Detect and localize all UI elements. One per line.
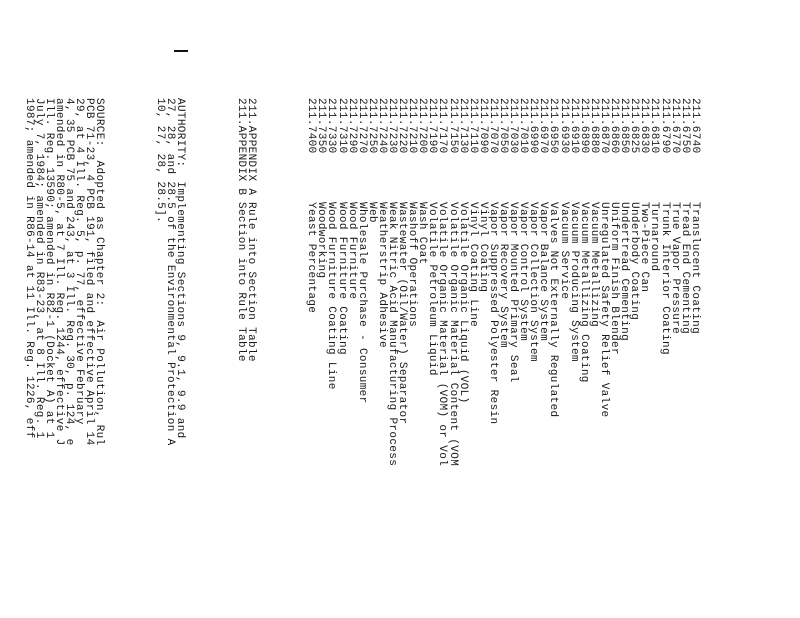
section-entry xyxy=(447,98,457,466)
section-entry xyxy=(599,98,609,466)
section-title: Vapor Recovery System xyxy=(497,202,510,348)
section-title: True Vapor Pressure xyxy=(668,202,681,335)
section-entry xyxy=(468,98,478,466)
section-title: Vacuum Service xyxy=(557,202,570,300)
section-number: 211.6970 xyxy=(537,98,550,154)
source-line: SOURCE: Adopted as Chapter 2: Air Pollution, Rul xyxy=(93,98,106,446)
source-line: 4, 35 PCB 75 and 243, at 3 Ill. Reg. 30, p. 124, e xyxy=(63,98,75,446)
section-number: 211.7070 xyxy=(486,98,499,154)
section-number: 211.7400 xyxy=(305,98,318,154)
section-title: Weak Nitric Acid Manufacturing Process xyxy=(386,202,398,467)
section-number: 211.7310 xyxy=(335,98,348,154)
section-entry xyxy=(347,98,357,466)
section-number: 211.7290 xyxy=(345,98,358,154)
section-title: Woodworking xyxy=(315,202,328,279)
section-entry xyxy=(518,98,528,466)
section-entry xyxy=(488,98,498,466)
section-title: Section into Rule Table xyxy=(234,202,247,362)
section-number: 211.6810 xyxy=(648,98,661,154)
margin-dash-mark xyxy=(174,50,188,52)
spacer xyxy=(276,98,286,466)
section-entry xyxy=(387,98,397,466)
section-title: Weatherstrip Adhesive xyxy=(375,202,388,348)
section-number: 211.6750 xyxy=(678,98,691,154)
section-title: Vapor Control System xyxy=(517,202,530,342)
section-number: 211.6790 xyxy=(658,98,671,154)
section-number: 211.7130 xyxy=(456,98,469,154)
section-number: 211.APPENDIX B xyxy=(234,98,247,196)
section-number: 211.6990 xyxy=(527,98,540,154)
section-number: 211.6890 xyxy=(577,98,590,154)
section-entry xyxy=(528,98,538,466)
section-title: Vinyl Coating xyxy=(476,202,489,293)
section-title: Undertread Cementing xyxy=(618,202,631,342)
source-note xyxy=(24,98,105,466)
section-number: 211.7220 xyxy=(396,98,409,154)
section-title: Volatile Organic Material Content (VOM xyxy=(446,202,459,467)
source-line: 29, at 4 Ill. Reg. 5, p. 77, effective February xyxy=(73,98,86,425)
section-entry xyxy=(397,98,407,466)
section-title: Volatile Organic Material (VOM) or Vol xyxy=(436,202,449,467)
section-title: Wood Furniture xyxy=(345,202,358,300)
spacer xyxy=(124,98,134,466)
authority-note xyxy=(155,98,185,466)
section-number: 211.7170 xyxy=(436,98,449,154)
section-title: Vacuum Metallizing Coating xyxy=(577,202,590,383)
section-title: Vacuum Metallizing xyxy=(587,202,600,328)
source-line: Ill. Reg. 13590; amended in R82-1 (Docket A) at 1 xyxy=(42,98,55,439)
section-title: Turnaround xyxy=(648,202,661,272)
section-number: 211.6740 xyxy=(688,98,701,154)
section-entry xyxy=(680,98,690,466)
authority-line: 27, 28, and 28.5 of the Environmental Protection A xyxy=(163,98,176,446)
section-number: 211.6930 xyxy=(557,98,570,154)
section-entry xyxy=(670,98,680,466)
section-list xyxy=(306,98,700,466)
section-title: Washoff Operations xyxy=(406,202,419,328)
section-number: 211.7090 xyxy=(476,98,489,154)
section-number: 211.7190 xyxy=(426,98,439,154)
section-number: 211.7200 xyxy=(416,98,429,154)
section-title: Wash Coat xyxy=(416,202,429,265)
section-title: Web xyxy=(365,202,378,223)
section-number: 211.6910 xyxy=(567,98,580,154)
section-entry xyxy=(548,98,558,466)
section-entry xyxy=(498,98,508,466)
appendix-list xyxy=(236,98,256,466)
section-entry xyxy=(437,98,447,466)
section-number: 211.7030 xyxy=(507,98,520,154)
section-number: 211.7330 xyxy=(325,98,338,154)
section-title: Vacuum Producing System xyxy=(567,202,580,362)
section-title: Volatile Petroleum Liquid xyxy=(426,202,439,376)
section-number: 211.7270 xyxy=(355,98,368,154)
section-title: Unregulated Safety Relief Valve xyxy=(597,202,610,418)
section-title: Vapor Suppressed Polyester Resin xyxy=(486,202,499,425)
section-number: 211.7050 xyxy=(497,98,510,154)
section-entry xyxy=(336,98,346,466)
section-number: 211.7110 xyxy=(466,98,479,154)
section-number: 211.7350 xyxy=(315,98,328,154)
section-number: 211.6830 xyxy=(638,98,651,154)
section-number: 211.7250 xyxy=(365,98,378,154)
section-entry xyxy=(357,98,367,466)
section-entry xyxy=(407,98,417,466)
section-entry xyxy=(659,98,669,466)
section-entry xyxy=(306,98,316,466)
section-entry xyxy=(508,98,518,466)
source-line: PCB 71-23, 4 PCB 191, filed and effective April 14 xyxy=(83,98,96,446)
section-title: Wholesale Purchase - Consumer xyxy=(355,202,368,404)
section-title: Two-Piece Can xyxy=(638,202,651,293)
section-entry xyxy=(579,98,589,466)
section-title: Vapor Collection System xyxy=(527,202,540,362)
spacer xyxy=(205,98,215,466)
section-number: 211.7230 xyxy=(386,98,398,154)
section-number: 211.6950 xyxy=(547,98,560,154)
section-number: 211.6850 xyxy=(618,98,631,154)
section-entry xyxy=(458,98,468,466)
section-entry xyxy=(609,98,619,466)
section-title: Rule into Section Table xyxy=(244,202,257,362)
section-title: Wood Furniture Coating xyxy=(335,202,348,355)
section-entry xyxy=(690,98,700,466)
section-entry xyxy=(629,98,639,466)
section-title: Wastewater (Oil/Water) Separator xyxy=(396,202,409,425)
section-title: Translucent Coating xyxy=(688,202,701,335)
section-entry xyxy=(639,98,649,466)
rotated-text-block xyxy=(3,98,720,466)
section-entry xyxy=(569,98,579,466)
section-number: 211.6880 xyxy=(587,98,600,154)
section-number: 211.7210 xyxy=(406,98,419,154)
source-line: 1987; amended in R86-14 at 11 Ill. Reg. 1226, eff xyxy=(22,98,35,439)
section-title: Tread End Cementing xyxy=(678,202,691,335)
section-entry xyxy=(559,98,569,466)
section-number: 211.7010 xyxy=(517,98,530,154)
appendix-entry xyxy=(236,98,246,466)
section-title: Vapor Balance System xyxy=(537,202,550,342)
section-title: Underbody Coating xyxy=(628,202,641,321)
section-number: 211.6770 xyxy=(668,98,681,154)
section-title: Volatile Organic Liquid (VOL) xyxy=(456,202,469,404)
section-number: 211.6870 xyxy=(597,98,610,154)
section-number: 211.7150 xyxy=(446,98,459,154)
appendix-entry xyxy=(246,98,256,466)
section-entry xyxy=(326,98,336,466)
section-entry xyxy=(619,98,629,466)
authority-line: AUTHORITY: Implementing Sections 9, 9.1, 9.9 and xyxy=(174,98,187,439)
section-title: Uniform Finish Blender xyxy=(608,202,621,355)
section-number: 211.7240 xyxy=(375,98,388,154)
section-number: 211.6825 xyxy=(628,98,641,154)
section-title: Yeast Percentage xyxy=(305,202,318,314)
section-title: Vapor Mounted Primary Seal xyxy=(507,202,520,383)
section-title: Vinyl Coating Line xyxy=(466,202,479,328)
source-line: July 7, 1984; amended in R83-23, at 8 Ill. Reg. 1 xyxy=(32,98,45,439)
section-title: Trunk Interior Coating xyxy=(658,202,671,355)
authority-line: 10, 27, 28, 28.5]. xyxy=(153,98,166,224)
section-title: Wood Furniture Coating Line xyxy=(325,202,338,390)
section-number: 211.APPENDIX A xyxy=(244,98,257,196)
section-number: 211.6860 xyxy=(608,98,621,154)
section-title: Valves Not Externally Regulated xyxy=(547,202,560,418)
source-line: amended in R80-5, at 7 Ill. Reg. 1244, effective J xyxy=(52,98,65,446)
